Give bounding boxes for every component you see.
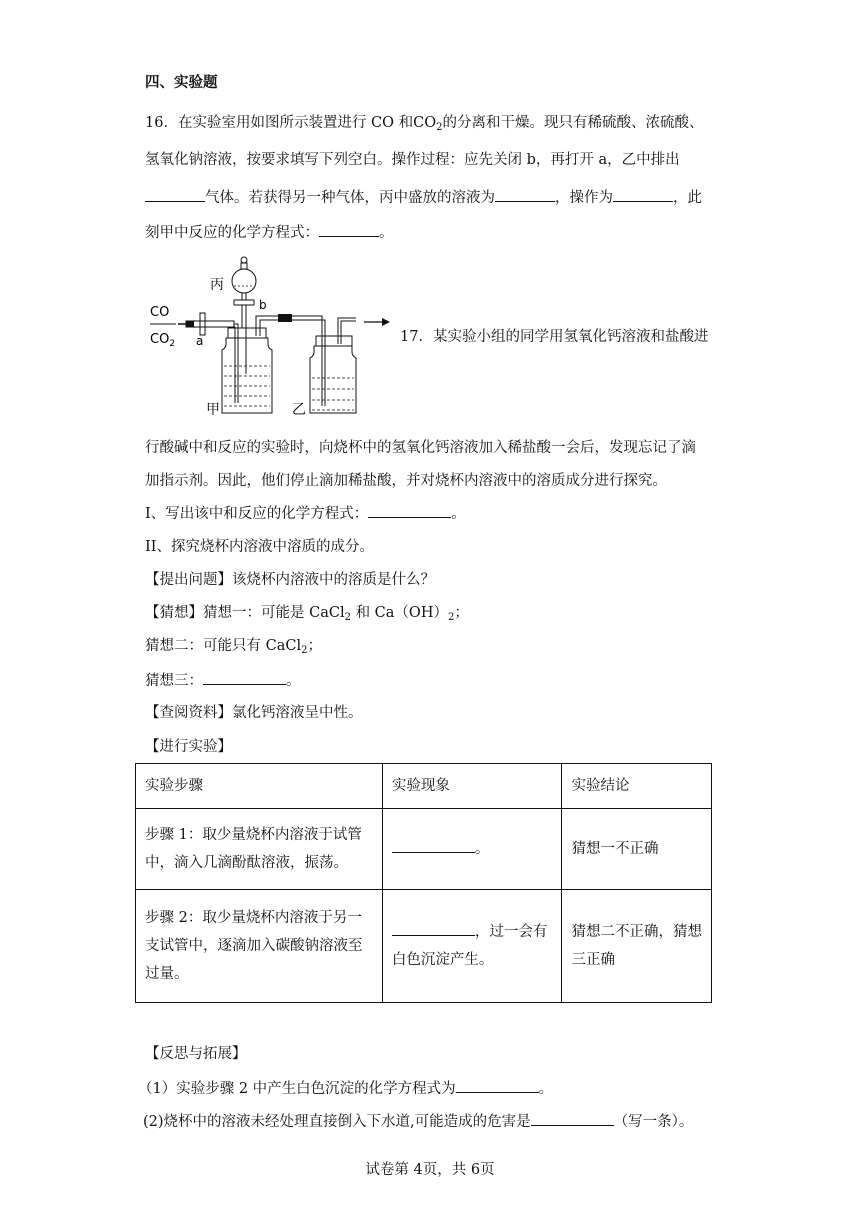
jia-label: 甲	[206, 402, 220, 418]
q16-line-1	[145, 113, 704, 133]
guess-3-text: 猜想三：	[145, 673, 203, 689]
q16-co2-subscript: 2	[436, 122, 443, 133]
answer-blank[interactable]	[456, 1078, 539, 1093]
page-footer: 试卷第 4页，共 6页	[365, 1162, 495, 1178]
guess-1-text: 【猜想】猜想一：可能是 CaCl	[145, 605, 345, 621]
table-header-row	[136, 764, 712, 809]
guess-3-end: 。	[286, 673, 301, 689]
q17-guess-3	[145, 670, 301, 691]
reflect-2-end: （写一条）。	[613, 1114, 694, 1130]
q16-line-1-rest: 的分离和干燥。现只有稀硫酸、浓硫酸、	[442, 115, 704, 131]
q17-question: 【提出问题】该烧杯内溶液中的溶质是什么？	[145, 572, 435, 588]
q16-line-2: 氢氧化钠溶液，按要求填写下列空白。操作过程：应先关闭 b，再打开 a，乙中排出	[145, 152, 680, 168]
q17-guess-1	[145, 603, 469, 623]
q16-line-3	[145, 187, 702, 208]
bing-label: 丙	[210, 277, 224, 293]
q16-line-3-text-b: ，操作为	[555, 190, 613, 206]
q16-line-4-text: 刻甲中反应的化学方程式：	[145, 225, 319, 241]
q17-part-1-text: I、写出该中和反应的化学方程式：	[145, 506, 369, 522]
q17-reflect-1	[138, 1078, 553, 1099]
valve-a-label: a	[196, 334, 204, 348]
reflect-2-text: (2)烧杯中的溶液未经处理直接倒入下水道,可能造成的危害是	[143, 1114, 531, 1130]
q17-line-2: 行酸碱中和反应的实验时，向烧杯中的氢氧化钙溶液加入稀盐酸一会后，发现忘记了滴	[145, 440, 696, 456]
q17-line-1: 17．某实验小组的同学用氢氧化钙溶液和盐酸进	[400, 329, 709, 345]
answer-blank[interactable]	[319, 222, 379, 237]
table-header: 实验步骤	[136, 764, 383, 809]
q16-line-3-text-c: ，此	[673, 190, 702, 206]
table-cell: 猜想一不正确	[562, 809, 712, 890]
apparatus-diagram	[148, 248, 398, 420]
table-cell	[136, 809, 383, 890]
answer-blank[interactable]	[392, 838, 475, 853]
q17-guess-2	[145, 636, 322, 656]
guess-1-end: ；	[454, 605, 469, 621]
guess-2-end: ；	[307, 638, 322, 654]
answer-blank[interactable]	[613, 187, 673, 202]
valve-b-label: b	[259, 298, 267, 312]
subscript: 2	[301, 645, 308, 656]
q16-line-3-text-a: 气体。若获得另一种气体，丙中盛放的溶液为	[205, 190, 495, 206]
phenomenon-2-text: ，过一会有白色沉淀产生。	[391, 924, 548, 968]
answer-blank[interactable]	[392, 921, 475, 936]
table-cell	[136, 890, 383, 1003]
subscript: 2	[447, 612, 455, 623]
q17-reflect-2	[143, 1111, 693, 1132]
q17-part-2: II、探究烧杯内溶液中溶质的成分。	[145, 539, 374, 555]
answer-blank[interactable]	[145, 187, 205, 202]
q17-part-1-end: 。	[451, 506, 466, 522]
co2-label: $CO_2$	[150, 332, 176, 349]
step-1-text: 步骤 1：取少量烧杯内溶液于试管中，滴入几滴酚酞溶液，振荡。	[145, 827, 362, 871]
guess-2-text: 猜想二：可能只有 CaCl	[145, 638, 302, 654]
answer-blank[interactable]	[203, 670, 286, 685]
section-title: 四、实验题	[145, 74, 218, 91]
table-header: 实验结论	[562, 764, 712, 809]
table-header: 实验现象	[382, 764, 562, 809]
co-label: CO	[150, 305, 170, 320]
answer-blank[interactable]	[495, 187, 555, 202]
q17-line-3: 加指示剂。因此，他们停止滴加稀盐酸，并对烧杯内溶液中的溶质成分进行探究。	[145, 473, 667, 489]
q17-experiment-heading: 【进行实验】	[145, 739, 232, 755]
table-row	[136, 809, 712, 890]
yi-label: 乙	[292, 402, 306, 418]
q16-line-1-text: 16．在实验室用如图所示装置进行 CO 和CO	[145, 115, 437, 131]
table-row	[136, 890, 712, 1003]
step-2-text: 步骤 2：取少量烧杯内溶液于另一支试管中，逐滴加入碳酸钠溶液至过量。	[145, 910, 363, 982]
q17-part-1	[145, 503, 466, 524]
answer-blank[interactable]	[368, 503, 451, 518]
q17-reflect-heading: 【反思与拓展】	[145, 1046, 247, 1062]
experiment-table	[135, 763, 712, 1003]
q16-line-4	[145, 222, 394, 243]
guess-1-mid: 和 Ca（OH）	[350, 605, 448, 621]
table-cell	[382, 890, 562, 1003]
reflect-1-text: （1）实验步骤 2 中产生白色沉淀的化学方程式为	[138, 1081, 456, 1097]
reflect-1-end: 。	[538, 1081, 554, 1097]
q17-material: 【查阅资料】氯化钙溶液呈中性。	[145, 705, 363, 721]
table-cell: 猜想二不正确，猜想三正确	[562, 890, 712, 1003]
table-cell	[382, 809, 562, 890]
phenomenon-1-end: 。	[474, 841, 490, 857]
answer-blank[interactable]	[531, 1111, 614, 1126]
q16-line-4-end: 。	[379, 225, 394, 241]
subscript: 2	[344, 612, 351, 623]
